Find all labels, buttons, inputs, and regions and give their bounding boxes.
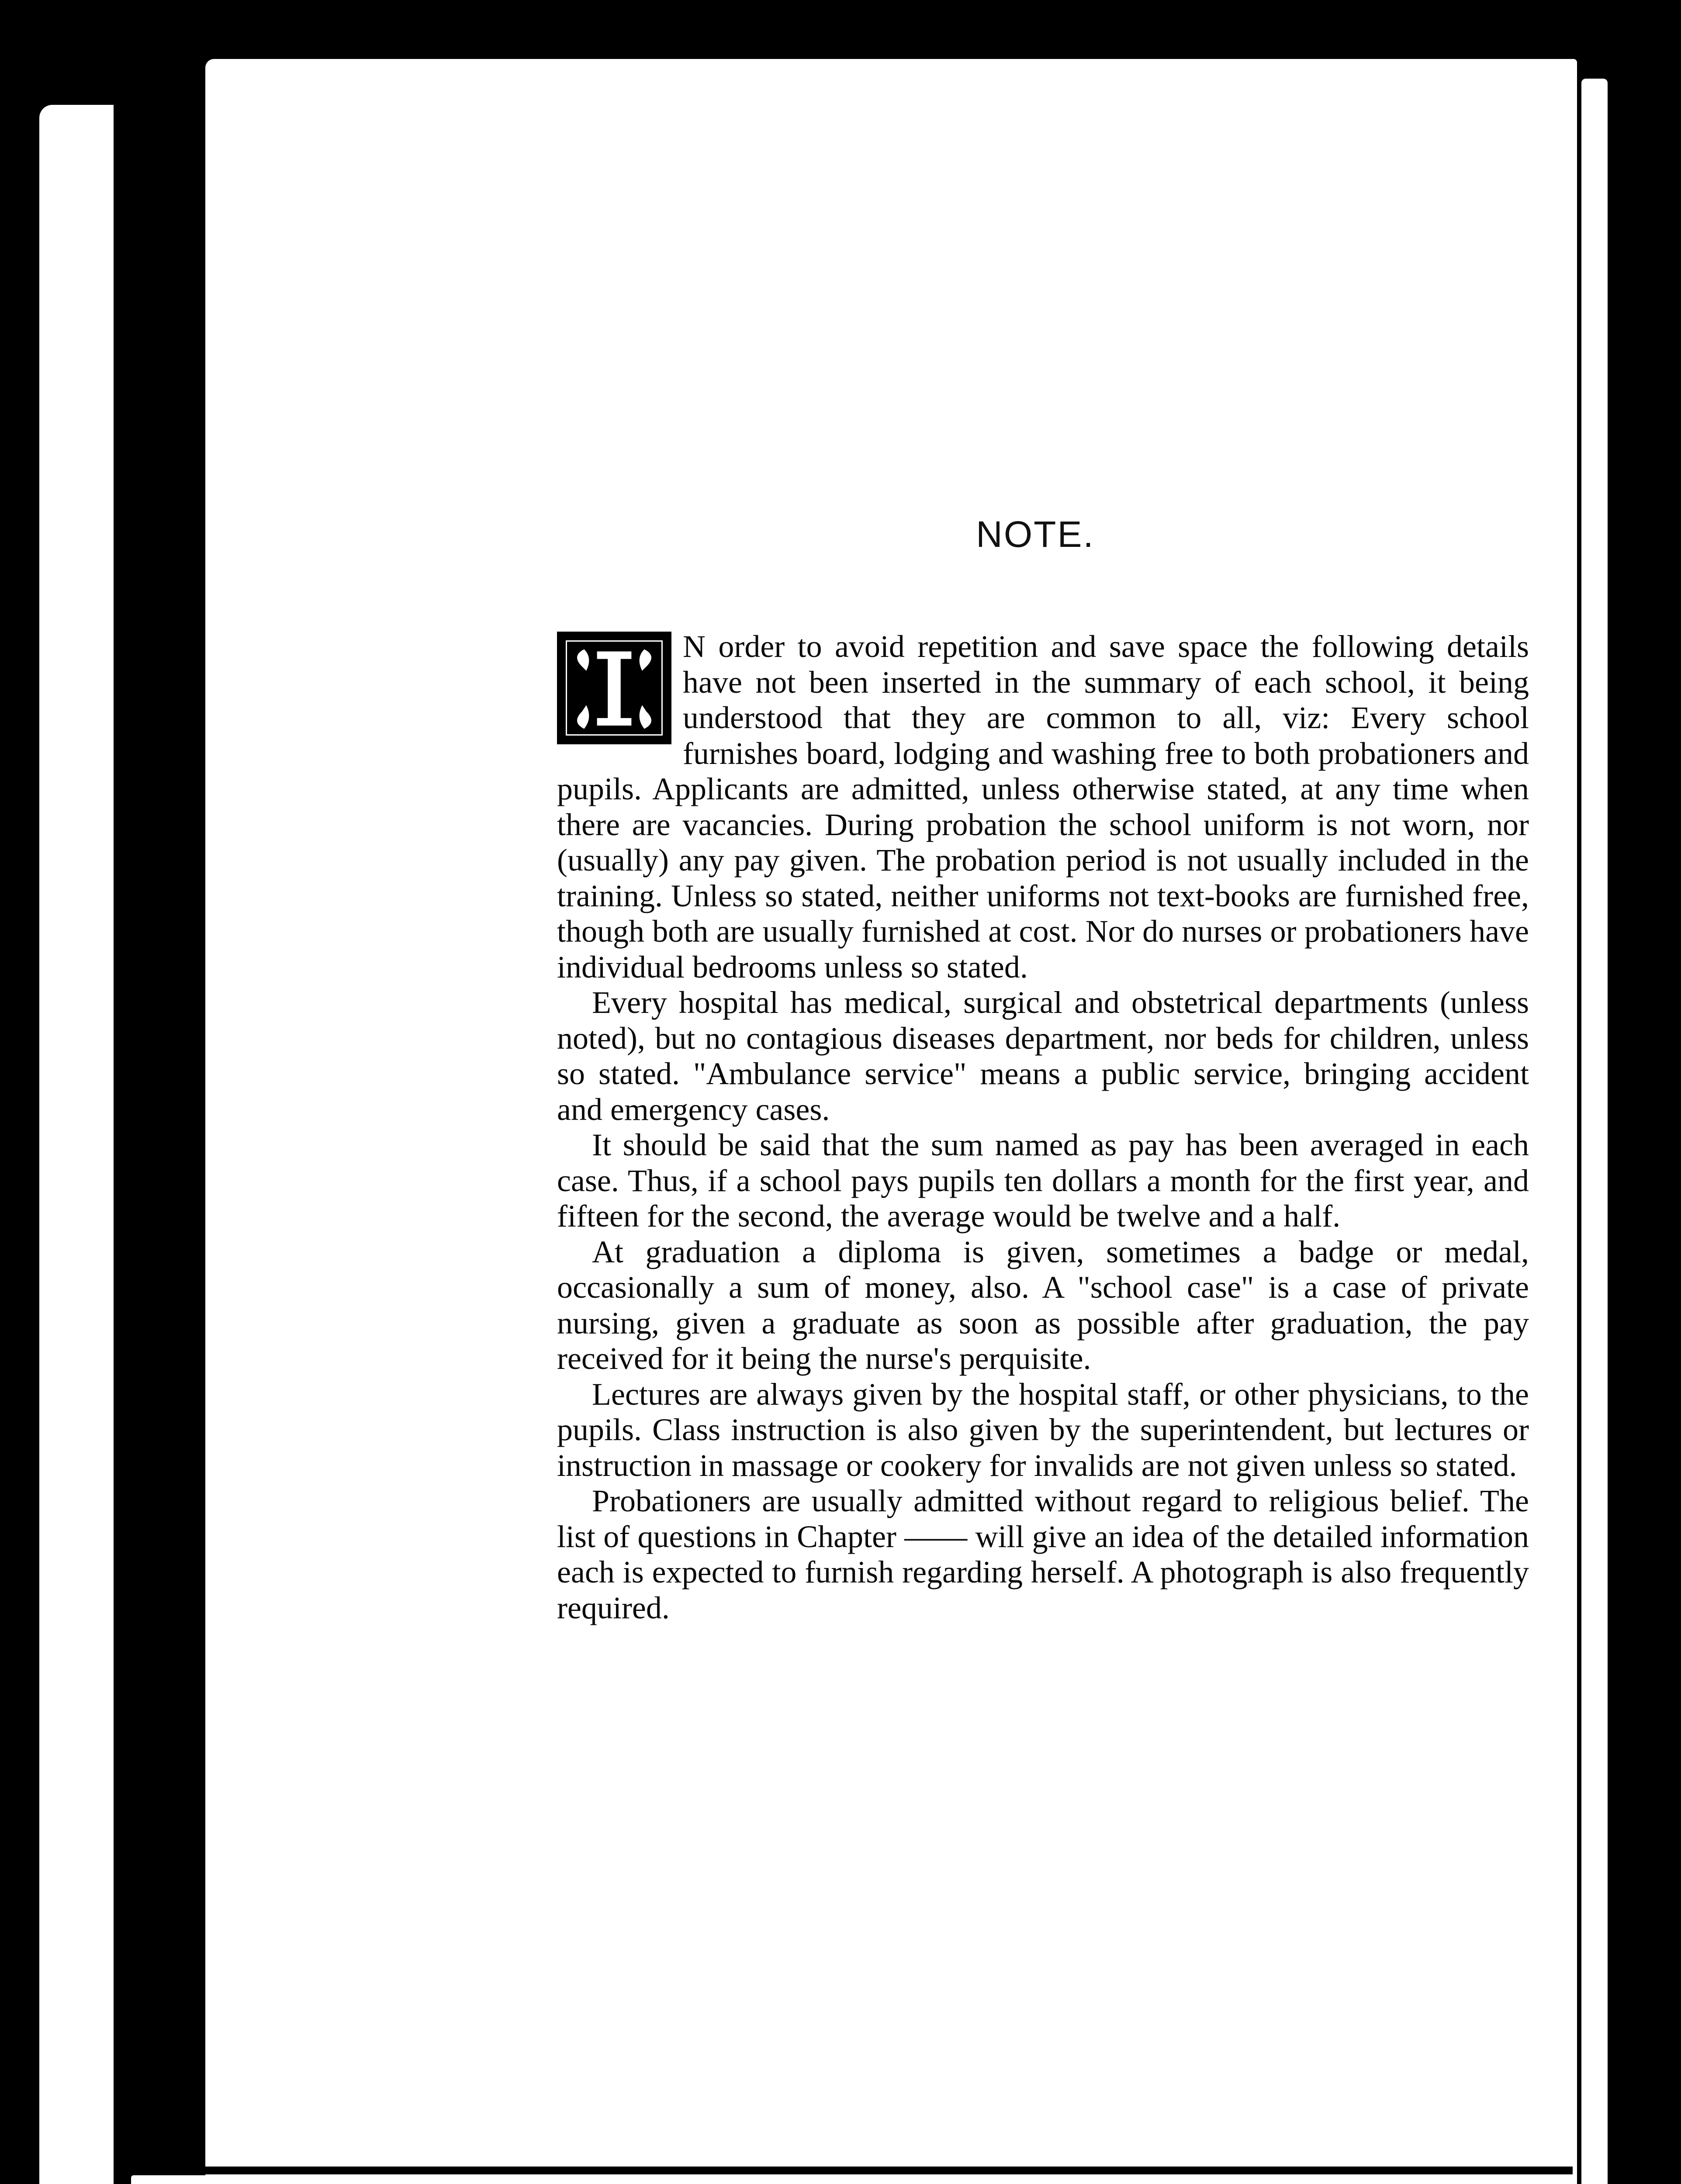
paragraph-3: It should be said that the sum named as pay has been averaged in each case. Thus, if a school pays pupils ten dollars a month for the first year, and fifteen for the second, the average would be twelve and a half. — [557, 1127, 1529, 1234]
paragraph-1: N order to avoid repetition and save space the following details have not been inserted in the summary of each school, it being understood that they are common to all, viz: Every school furnishes board, lodging and washing free to both probationers and pupils. Applicants are admitted, unless otherwise stated, at any time when there are vacancies. During probation the school uniform is not worn, nor (usually) any pay given. The probation period is not usually included in the training. Unless so stated, neither uniforms not text-books are furnished free, though both are usually furnished at cost. Nor do nurses or probationers have individual bedrooms unless so stated. — [557, 629, 1529, 985]
paragraph-2: Every hospital has medical, surgical and obstetrical departments (unless noted), but no contagious diseases department, nor beds for children, unless so stated. "Ambulance service" means a public service, bringing accident and emergency cases. — [557, 985, 1529, 1127]
right-page-edge — [1581, 79, 1608, 2184]
bottom-edge-gap — [131, 2167, 1573, 2174]
bottom-page-edge — [131, 2175, 1573, 2184]
note-body — [557, 629, 1529, 1626]
paragraph-6: Probationers are usually admitted without regard to religious belief. The list of questions in Chapter —— will give an idea of the detailed information each is expected to furnish regarding herself. A photograph is also frequently required. — [557, 1483, 1529, 1625]
paragraph-4: At graduation a diploma is given, sometimes a badge or medal, occasionally a sum of money, also. A "school case" is a case of private nursing, given a graduate as soon as possible after graduation, the pay received for it being the nurse's perquisite. — [557, 1234, 1529, 1376]
dropcap-ornament-icon — [560, 634, 669, 742]
ornamental-dropcap — [557, 632, 671, 744]
page-title: NOTE. — [976, 514, 1095, 555]
binding-shadow — [114, 87, 214, 2184]
paragraph-5: Lectures are always given by the hospital staff, or other physicians, to the pupils. Class instruction is also given by the superintendent, but lectures or instruction in massage or cookery for invalids are not given unless so stated. — [557, 1376, 1529, 1483]
